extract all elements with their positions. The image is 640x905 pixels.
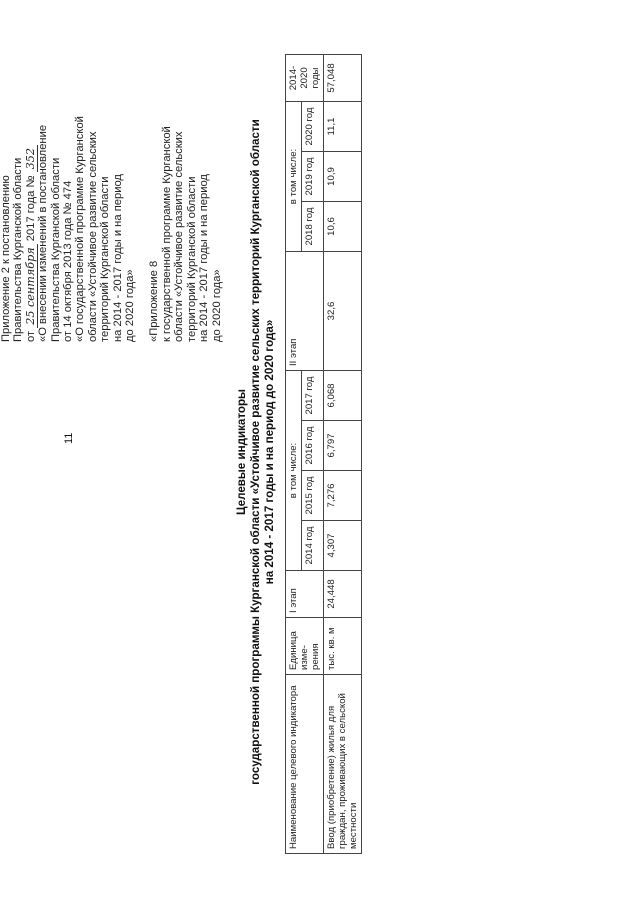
header-name: Наименование целевого индикатора [286,675,324,854]
indicators-table [285,54,362,854]
row-stage1: 24,448 [324,571,362,618]
header-row [286,55,302,854]
header-unit: Единица изме-рения [286,618,324,675]
appendix8-line: к государственной программе Курганской [160,126,173,342]
appendix8-line: области «Устойчивое развитие сельских [173,131,186,342]
row-stage2: 32,6 [324,252,362,371]
appendix-date-line [25,82,37,342]
handwritten-number: 352 [24,145,38,172]
header-incl1: в том числе: [286,371,302,571]
header-2017: 2017 год [302,371,324,421]
title-line-2: государственной программы Курганской области «Устойчивое развитие сельских территорий Курганской области [249,119,262,785]
appendix-line: «О внесении изменений в постановление [37,124,50,342]
rotated-document [0,22,620,882]
row-2014: 4,307 [324,521,362,571]
appendix-header [0,82,223,342]
appendix-line: области «Устойчивое развитие сельских [86,131,99,342]
header-2020: 2020 год [302,102,324,152]
appendix-line: территорий Курганской области [99,176,112,342]
appendix8-line: территорий Курганской области [185,176,198,342]
appendix-line: от 14 октября 2013 года № 474 [62,180,75,342]
appendix8-line: до 2020 года» [210,269,223,342]
date-year: 2017 года № [24,175,37,242]
appendix-line: «О государственной программе Курганской [74,116,87,342]
row-unit: тыс. кв. м [324,618,362,675]
handwritten-date: 25 сентября [24,244,38,327]
row-2018: 10,6 [324,202,362,252]
row-name: Ввод (приобретение) жилья для граждан, проживающих в сельской местности [324,675,362,854]
page-number: 11 [63,432,75,444]
document-title [235,22,277,882]
header-2018: 2018 год [302,202,324,252]
header-stage1: I этап [286,571,324,618]
header-total: 2014-2020 годы [286,55,324,102]
row-2019: 10,9 [324,152,362,202]
appendix-line: Правительства Курганской области [49,157,62,342]
row-2015: 7,276 [324,471,362,521]
header-2014: 2014 год [302,521,324,571]
appendix8-line: на 2014 - 2017 годы и на период [198,174,211,342]
header-2019: 2019 год [302,152,324,202]
header-2016: 2016 год [302,421,324,471]
appendix8-line: «Приложение 8 [148,260,161,342]
table-row [324,55,362,854]
row-2017: 6,068 [324,371,362,421]
appendix-line: Правительства Курганской области [12,157,25,342]
date-prefix: от [24,330,37,342]
row-total: 57,048 [324,55,362,102]
header-stage2: II этап [286,252,324,371]
header-incl2: в том числе: [286,102,302,252]
header-2015: 2015 год [302,471,324,521]
row-2016: 6,797 [324,421,362,471]
title-line-3: на 2014 - 2017 годы и на период до 2020 года» [263,319,276,585]
appendix-line: на 2014 - 2017 годы и на период [111,174,124,342]
title-line-1: Целевые индикаторы [235,389,248,515]
appendix-line: до 2020 года» [124,269,137,342]
row-2020: 11,1 [324,102,362,152]
appendix-line: Приложение 2 к постановлению [0,175,12,342]
